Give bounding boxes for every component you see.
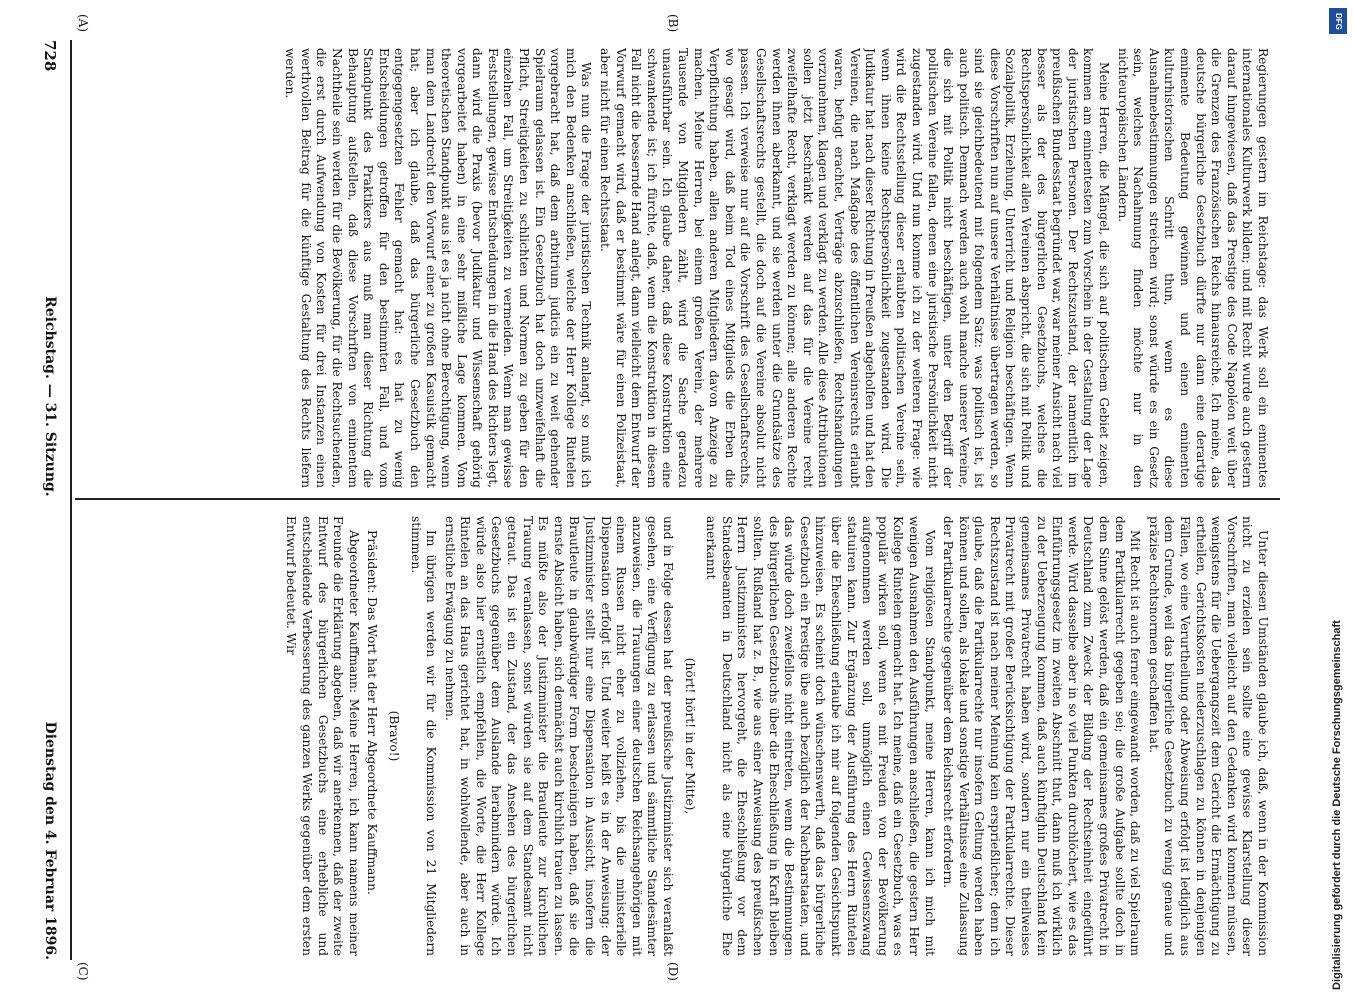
paragraph: Vom religiösen Standpunkt, meine Herren, kann ich mich mit wenigen Ausnahmen den Ausführungen anschließen, die gestern Herr Kollege Rintelen gemacht hat. Ich meine, daß ein Gesetzbuch, was es populär wirken soll, wenn es mit Freuden von der Bevölkerung aufgenommen werden soll, unmöglich einen Gewissenszwang statuiren kann. Zur Ergänzung der Ausführung des Herrn Rintelen über die Eheschließung erlaube ich mir auf folgenden Gesichtspunkt hinzuweisen. Es scheint doch wünschenswerth, daß das bürgerliche Gesetzbuch ein Prestige übe auch bezüglich der Nachbarstaaten, und das würde doch zweifellos nicht eintreten, wenn die Bestimmungen des bürgerlichen Gesetzbuchs über die Eheschließung in Kraft bleiben sollten. Rußland hat z. B., wie aus einer Anweisung des preußischen Herrn Justizministers hervorgeht, die Eheschließung vor dem Standesbeamten in Deutschland nicht als eine bürgerliche Ehe anerkannt <box>704 516 937 956</box>
margin-letter-d: (D) <box>666 962 680 981</box>
speaker-kauffmann: Abgeordneter Kauffmann: Meine Herren, ich kann namens meiner Freunde die Erklärung abgeben, daß wir anerkennen, daß der zweite Entwurf des bürgerlichen Gesetzbuchs eine erhebliche und entscheidende Verbesserung des ganzen Werks gegenüber dem ersten Entwurf bedeutet. Wir <box>284 516 361 956</box>
margin-letter-c: (C) <box>76 962 90 981</box>
page-header <box>35 40 65 960</box>
paragraph: Meine Herren, die Mängel, die sich auf politischem Gebiet zeigen, kommen am eminentesten zum Vorschein in der Gestaltung der Lage der juristischen Personen. Der Rechtszustand, der namentlich im preußischen Bundesstaat begründet war, war meiner Ansicht nach viel besser als der des bürgerlichen Gesetzbuchs, welches die Rechtspersönlichkeit allen Vereinen abspricht, die sich mit Politik und Sozialpolitik, Erziehung, Unterricht und Religion beschäftigen. Wenn diese Vorschriften nun auf unsere Verhältnisse übertragen werden, so sind sie gleichbedeutend mit folgendem Satz: was politisch ist, ist auch politisch. Demnach werden auch wohl manche unserer Vereine, die sich mit Politik nicht beschäftigen, unter den Begriff der politischen Vereine fallen, denen eine juristische Persönlichkeit nicht zugestanden wird. Und nun komme ich zu der weiteren Frage: wie wird die Rechtsstellung dieser erlaubten politischen Vereine sein, wenn ihnen keine Rechtspersönlichkeit zugestanden wird. Die Judikatur hat nach dieser Richtung in Preußen abgeholfen und hat den Vereinen, die nach Maßgabe des öffentlichen Vereinsrechts erlaubt waren, befugt erachtet, Verträge abzuschließen, Rechtshandlungen vorzunehmen, klagen und verklagt zu werden. Alle diese Attributionen sollen jetzt beschränkt werden auf das für die Vereine recht zweifelhafte Recht, verklagt werden zu können; alle anderen Rechte werden ihnen aberkannt, und sie werden unter die Grundsätze des Gesellschaftsrechts gestellt, die doch auf die Vereine absolut nicht passen. Ich verweise nur auf die Vorschrift des Gesellschaftsrechts, wo gesagt wird, daß beim Tod eines Mitglieds die Erben die Verpflichtung haben, allen anderen Mitgliedern davon Anzeige zu machen. Meine Herren, bei einem großen Verein, der mehrere Tausende von Mitgliedern zählt, wird die Sache geradezu unausführbar sein. Ich glaube daher, daß diese Konstruktion eine schwankende ist; ich fürchte, daß, wenn die Konstruktion in diesem Fall nicht die bessernde Hand anlegt, dann vielleicht dem Entwurf der Vorwurf gemacht wird, daß er bestimmt wäre für einen Polizeistaat, aber nicht für einen Rechtsstaat. <box>598 48 1112 488</box>
margin-letter-b: (B) <box>666 14 680 33</box>
paragraph: Was nun die Frage der juristischen Technik anlangt, so muß ich mich den Bedenken anschließen, welche der Herr Kollege Rintelen vorgebracht hat, daß dem arbitrium judicis ein zu weit gehender Spielraum gelassen ist. Ein Gesetzbuch hat doch unzweifelhaft die Pflicht, Streitigkeiten zu schlichten und Normen zu geben für den einzelnen Fall, um Streitigkeiten zu vermeiden. Wenn man gewisse Feststellungen, gewisse Entscheidungen in die Hand des Richters legt, dann wird die Praxis (bevor Judikatur und Wissenschaft gehörig vorgearbeitet haben) in eine sehr mißliche Lage kommen. Vom theoretischen Standpunkt aus ist es ja nicht ohne Berechtigung, wenn man dem Landrecht den Vorwurf einer zu großen Kasuistik gemacht hat; aber ich glaube, daß das bürgerliche Gesetzbuch den entgegengesetzten Fehler gemacht hat: es hat zu wenig Entscheidungen getroffen für den bestimmten Fall, und vom Standpunkt des Praktikers aus muß man dieser Richtung die Behauptung aufstellen, daß diese Vorschriften von eminentem Nachtheile sein werden für die Bevölkerung, für die Rechtsuchenden, die erst durch Aufwendung von Kosten für drei Instanzen einen werthvollen Beitrag für die künftige Gestaltung des Rechts liefern werden. <box>283 48 594 488</box>
paragraph: Mit Recht ist auch ferner eingewandt worden, daß zu viel Spielraum dem Partikularrecht gegeben sei; die große Aufgabe sollte doch in dem Sinne gelöst werden, daß ein gemeinsames großes Privatrecht in Deutschland zum Zweck der Bildung der Rechtseinheit eingeführt werde. Wird dasselbe aber in so viel Punkten durchlöchert, wie es das Einführungsgesetz im zweiten Abschnitt thut, dann muß ich wirklich zu der Ueberzeugung kommen, daß auch künftighin Deutschland kein gemeinsames Privatrecht haben wird, sondern nur ein theilweises Privatrecht mit großer Berücksichtigung der Partikularrechte. Dieser Rechtszustand ist nach meiner Meinung kein ersprießlicher; denn ich glaube, daß die Partikularrechte nur insofern Geltung werden haben können und sollen, als lokale und sonstige Verhältnisse eine Zulassung der Partikularrechte gegenüber dem Reichsrecht erfordern. <box>941 516 1143 956</box>
interjection: (hört! hört! in der Mitte), <box>682 657 697 815</box>
applause-note: (Bravo!) <box>386 710 401 762</box>
page-number: 728 <box>41 40 59 72</box>
paragraph: Unter diesen Umständen glaube ich, daß, wenn in der Kommission nicht zu erzielen sein sollte eine gewisse Klarstellung dieser Vorschriften, man vielleicht auf den Gedanken wird kommen müssen, wenigstens für die Uebergangszeit dem Gericht die Ermächtigung zu ertheilen, Gerichtskosten niederzuschlagen zu können in denjenigen Fällen, wo eine Verurtheilung oder Abweisung erfolgt ist lediglich aus dem Grunde, weil das bürgerliche Gesetzbuch zu wenig genaue und präzise Rechtsnormen geschaffen hat. <box>1146 516 1270 956</box>
dfg-logo: DFG <box>1329 8 1347 34</box>
header-rule <box>70 40 72 960</box>
column-divider <box>75 498 1280 500</box>
dfg-sidebar <box>1327 0 1349 1000</box>
paragraph: und in Folge dessen hat der preußische Justizminister sich veranlaßt gesehen, eine Verfügung zu erlassen und sämmtliche Standesämter anzuweisen, die Trauungen einer deutschen Reichsangehörigen mit einem Russen nicht eher zu vollziehen, bis die ministerielle Dispensation erfolgt ist. Und weiter heißt es in der Anweisung: der Justizminister stellt nur eine Dispensation in Aussicht, insofern die Brautleute in glaubwürdiger Form bescheinigen haben, daß sie die ernste Absicht haben, sich demnächst auch kirchlich trauen zu lassen. Es müßte also der Justizminister die Brautleute zur kirchlichen Trauung veranlassen, sonst würden sie auf dem Standesamt nicht getraut. Das ist ein Zustand, der das Ansehen des bürgerlichen Gesetzbuchs gegenüber dem Auslande herabmindern würde. Ich würde also hier ernstlich empfehlen, die Worte, die Herr Kollege Rintelen an das Haus gerichtet hat, in wohlwollende, aber auch in ernstliche Erwägung zu nehmen. <box>442 516 676 956</box>
speaker-president: Präsident: Das Wort hat der Herr Abgeordnete Kauffmann. <box>365 530 380 895</box>
paragraph: Regierungen gestern im Reichstage: das Werk soll ein eminentes internationales Kulturwerk bilden; und mit Recht wurde auch gestern darauf hingewiesen, daß das Prestige des Code Napoléon weit über die Grenzen des Französischen Reichs hinausreiche. Ich meine, das deutsche bürgerliche Gesetzbuch dürfte nur dann eine derartige eminente Bedeutung gewinnen und einen eminenten kulturhistorischen Schritt thun, wenn es diese Ausnahmebestimmungen streichen wird; sonst würde es ein Gesetz sein, welches Nachahmung finden möchte nur in den nichteuropäischen Ländern. <box>1115 48 1270 488</box>
right-column <box>80 516 1270 956</box>
session-title: Reichstag. — 31. Sitzung. <box>42 296 58 497</box>
left-column <box>80 48 1270 488</box>
dfg-funding-note: Digitalisierung gefördert durch die Deutsche Forschungsgemeinschaft <box>1331 620 1343 990</box>
paragraph: Im übrigen werden wir für die Kommission von 21 Mitgliedern stimmen. <box>408 516 439 956</box>
margin-letter-a: (A) <box>76 14 90 33</box>
session-date: Dienstag den 4. Februar 1896. <box>42 721 58 960</box>
